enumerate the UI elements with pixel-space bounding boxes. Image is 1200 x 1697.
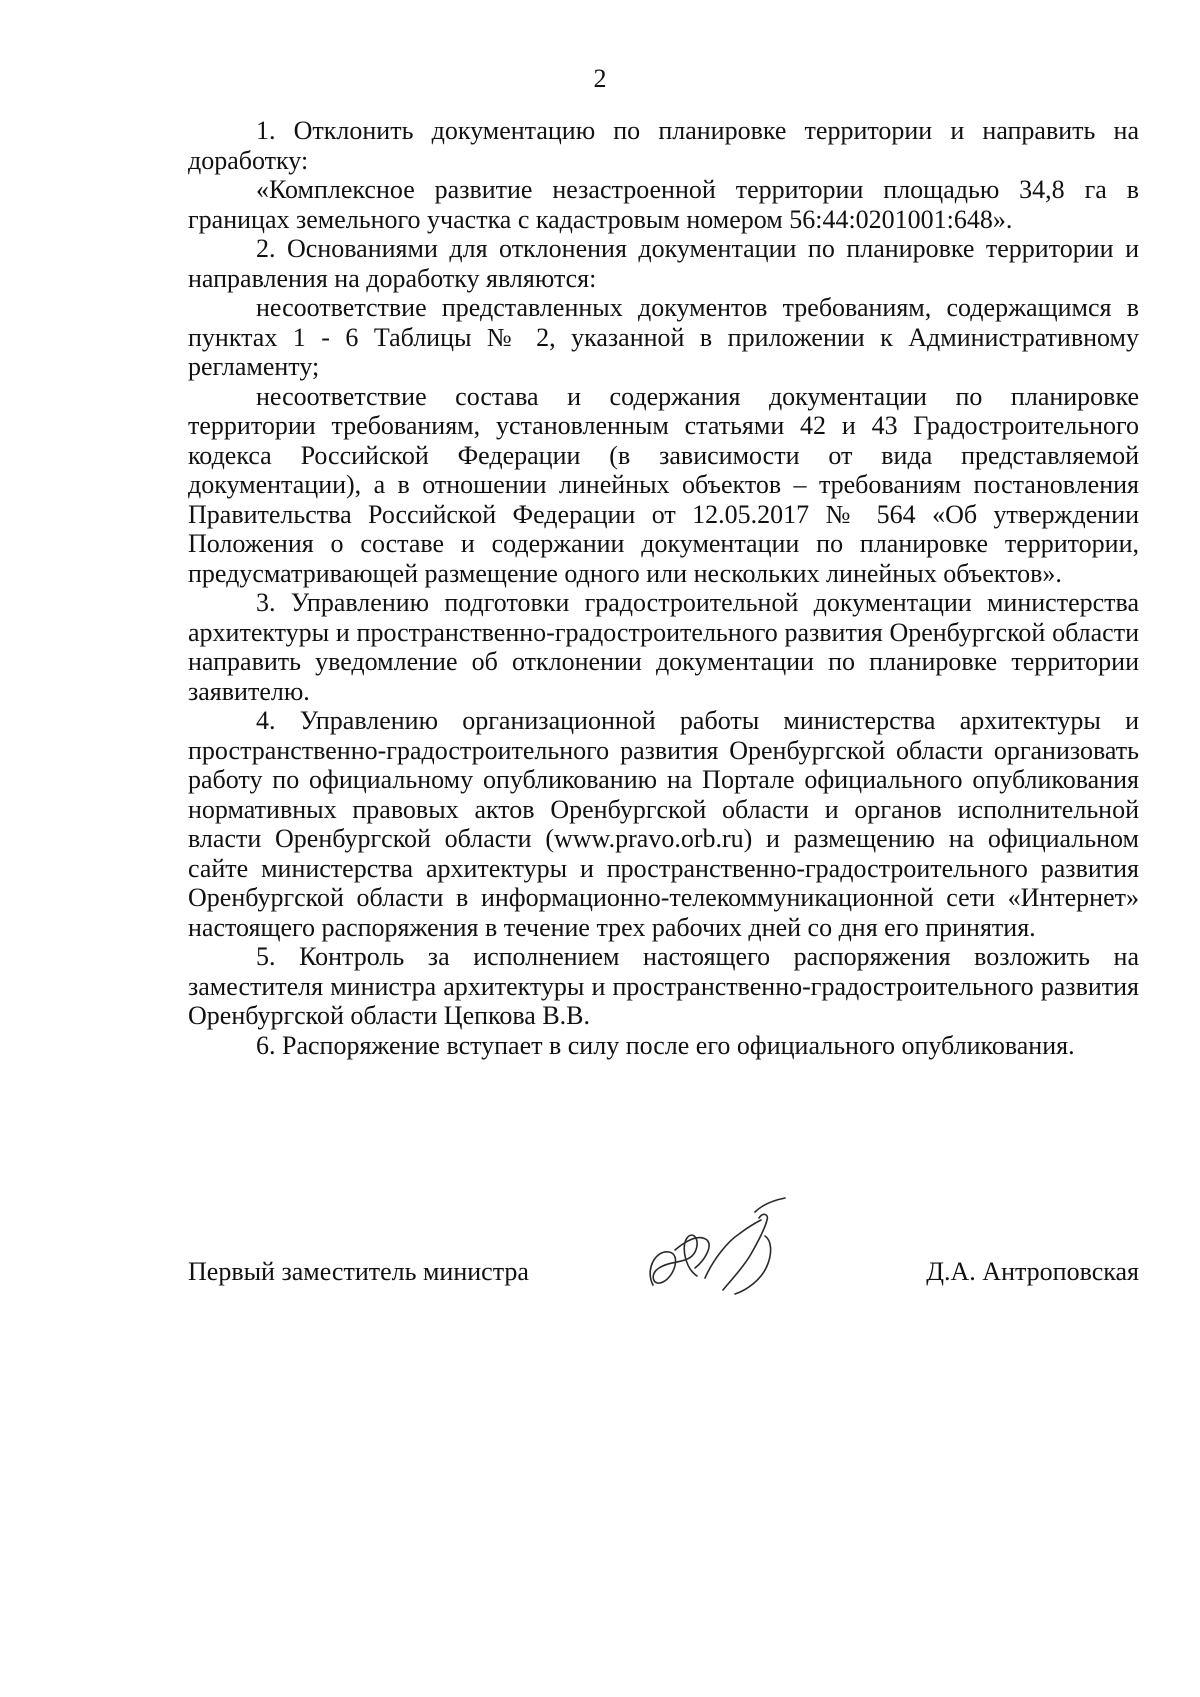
paragraph-2: 2. Основаниями для отклонения документации по планировке территории и направления на доработку являются: [188, 234, 1139, 293]
signatory-position: Первый заместитель министра [188, 1257, 529, 1286]
paragraph-2-item-2: несоответствие состава и содержания документации по планировке территории требованиям, установленным статьями 42 и 43 Градостроительного кодекса Российской Федерации (в зависимости от вида представляемой документации), а в отношении линейных объектов – требованиям постановления Правительства Российской Федерации от 12.05.2017 № 564 «Об утверждении Положения о составе и содержании документации по планировке территории, предусматривающей размещение одного или нескольких линейных объектов». [188, 381, 1139, 588]
paragraph-3: 3. Управлению подготовки градостроительной документации министерства архитектуры и пространственно-градостроительного развития Оренбургской области направить уведомление об отклонении документации по планировке территории заявителю. [188, 588, 1139, 706]
paragraph-4: 4. Управлению организационной работы министерства архитектуры и пространственно-градостроительного развития Оренбургской области организовать работу по официальному опубликованию на Портале официального опубликования нормативных правовых актов Оренбургской области и органов исполнительной власти Оренбургской области (www.pravo.orb.ru) и размещению на официальном сайте министерства архитектуры и пространственно-градостроительного развития Оренбургской области в информационно-телекоммуникационной сети «Интернет» настоящего распоряжения в течение трех рабочих дней со дня его принятия. [188, 706, 1139, 942]
paragraph-1: 1. Отклонить документацию по планировке территории и направить на доработку: [188, 116, 1139, 175]
paragraph-1-quote: «Комплексное развитие незастроенной территории площадью 34,8 га в границах земельного участка с кадастровым номером 56:44:0201001:648». [188, 175, 1139, 234]
page-number: 2 [593, 64, 607, 93]
paragraph-2-item-1: несоответствие представленных документов требованиям, содержащимся в пунктах 1 - 6 Таблицы № 2, указанной в приложении к Административному регламенту; [188, 293, 1139, 381]
signatory-name: Д.А. Антроповская [926, 1257, 1139, 1286]
document-body [188, 116, 1139, 1060]
paragraph-5: 5. Контроль за исполнением настоящего распоряжения возложить на заместителя министра архитектуры и пространственно-градостроительного развития Оренбургской области Цепкова В.В. [188, 942, 1139, 1030]
paragraph-6: 6. Распоряжение вступает в силу после его официального опубликования. [256, 1030, 1075, 1060]
handwritten-signature [635, 1190, 795, 1310]
